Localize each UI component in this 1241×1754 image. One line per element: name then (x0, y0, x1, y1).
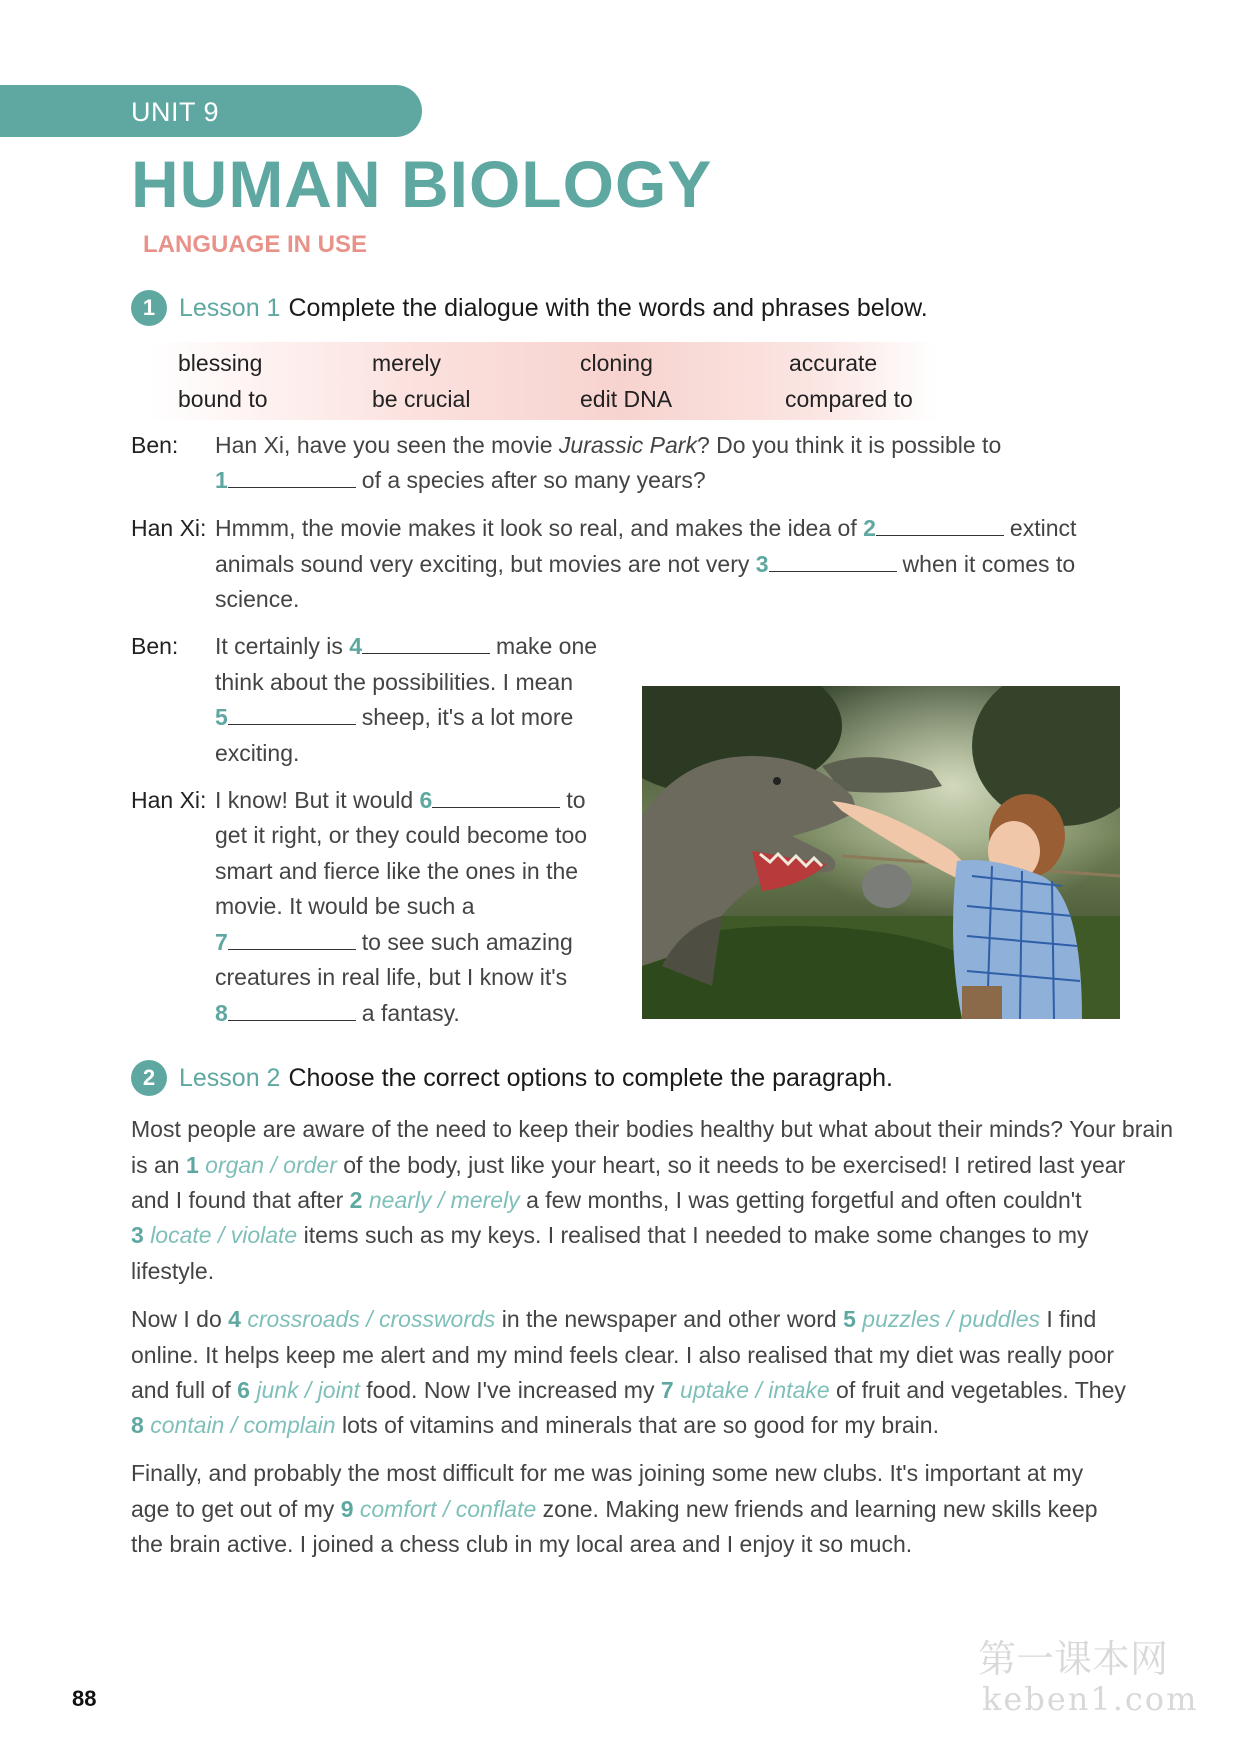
dialogue-line: think about the possibilities. I mean (215, 669, 573, 695)
dialogue-line: I know! But it would 6 to (215, 787, 586, 813)
watermark: 第一课本网 (978, 1637, 1169, 1681)
answer-blank[interactable] (876, 517, 1004, 536)
option-choice[interactable]: puzzles / puddles (862, 1306, 1041, 1332)
exercise-instruction: Complete the dialogue with the words and phrases below. (288, 293, 928, 322)
option-choice[interactable]: comfort / conflate (359, 1496, 537, 1522)
paragraph-line: age to get out of my 9 comfort / conflate zone. Making new friends and learning new skills keep (131, 1496, 1098, 1522)
paragraph-line: lifestyle. (131, 1258, 215, 1284)
word-item: blessing (178, 350, 263, 376)
word-item: bound to (178, 386, 268, 412)
page-title: HUMAN BIOLOGY (131, 147, 713, 221)
paragraph-line: Most people are aware of the need to keep their bodies healthy but what about their minds? Your brain (131, 1116, 1174, 1142)
option-choice[interactable]: locate / violate (150, 1222, 298, 1248)
speaker-hanxi: Han Xi: (131, 515, 207, 541)
answer-blank[interactable] (228, 1002, 356, 1021)
option-choice[interactable]: nearly / merely (368, 1187, 520, 1213)
dialogue-line: 1 of a species after so many years? (215, 467, 706, 493)
dialogue-line: science. (215, 586, 300, 612)
paragraph-line: and full of 6 junk / joint food. Now I've increased my 7 uptake / intake of fruit and vegetables. They (131, 1377, 1126, 1403)
dialogue-line: creatures in real life, but I know it's (215, 964, 568, 990)
answer-blank[interactable] (362, 635, 490, 654)
dialogue-line: exciting. (215, 740, 300, 766)
dialogue-line: get it right, or they could become too (215, 822, 588, 848)
word-item: merely (372, 350, 442, 376)
paragraph-line: Finally, and probably the most difficult for me was joining some new clubs. It's important at my (131, 1460, 1084, 1486)
dinosaur-photo (642, 686, 1120, 1019)
answer-blank[interactable] (432, 789, 560, 808)
dialogue-line: smart and fierce like the ones in the (215, 858, 579, 884)
dialogue-line: 5 sheep, it's a lot more (215, 704, 574, 730)
word-item: cloning (580, 350, 653, 376)
paragraph-line: and I found that after 2 nearly / merely a few months, I was getting forgetful and often couldn't (131, 1187, 1082, 1213)
speaker-hanxi: Han Xi: (131, 787, 207, 813)
option-choice[interactable]: junk / joint (256, 1377, 360, 1403)
answer-blank[interactable] (228, 469, 356, 488)
dialogue-line: animals sound very exciting, but movies are not very 3 when it comes to (215, 551, 1076, 577)
answer-blank[interactable] (228, 931, 356, 950)
exercise-2-heading (131, 1060, 893, 1096)
watermark: keben1.com (982, 1680, 1199, 1718)
option-choice[interactable]: uptake / intake (680, 1377, 830, 1403)
page-number: 88 (72, 1686, 97, 1711)
option-choice[interactable]: organ / order (205, 1152, 337, 1178)
lesson-label: Lesson 1 (179, 293, 281, 322)
paragraph-line: the brain active. I joined a chess club in my local area and I enjoy it so much. (131, 1531, 913, 1557)
section-label: LANGUAGE IN USE (143, 231, 368, 258)
exercise-instruction: Choose the correct options to complete the paragraph. (288, 1063, 893, 1092)
word-item: accurate (789, 350, 878, 376)
unit-label: UNIT 9 (131, 97, 220, 127)
dialogue-line: movie. It would be such a (215, 893, 475, 919)
option-choice[interactable]: contain / complain (150, 1412, 336, 1438)
answer-blank[interactable] (769, 553, 897, 572)
word-item: edit DNA (580, 386, 673, 412)
dialogue-line: Hmmm, the movie makes it look so real, and makes the idea of 2 extinct (215, 515, 1077, 541)
dialogue-line: Han Xi, have you seen the movie Jurassic Park? Do you think it is possible to (215, 432, 1002, 458)
paragraph-line: 8 contain / complain lots of vitamins and minerals that are so good for my brain. (131, 1412, 939, 1438)
paragraph-line: is an 1 organ / order of the body, just like your heart, so it needs to be exercised! I retired last year (131, 1152, 1126, 1178)
lesson-label: Lesson 2 (179, 1063, 281, 1092)
dialogue-line: It certainly is 4 make one (215, 633, 598, 659)
speaker-ben: Ben: (131, 432, 179, 458)
paragraph-line: online. It helps keep me alert and my mind feels clear. I also realised that my diet was really poor (131, 1342, 1115, 1368)
option-choice[interactable]: crossroads / crosswords (247, 1306, 496, 1332)
speaker-ben: Ben: (131, 633, 179, 659)
exercise-number: 2 (131, 1060, 167, 1096)
dialogue-line: 8 a fantasy. (215, 1000, 460, 1026)
paragraph-line: Now I do 4 crossroads / crosswords in the newspaper and other word 5 puzzles / puddles I find (131, 1306, 1097, 1332)
word-item: be crucial (372, 386, 471, 412)
answer-blank[interactable] (228, 706, 356, 725)
paragraph-line: 3 locate / violate items such as my keys. I realised that I needed to make some changes to my (131, 1222, 1089, 1248)
dialogue-line: 7 to see such amazing (215, 929, 573, 955)
exercise-1-heading (131, 290, 928, 326)
exercise-number: 1 (131, 290, 167, 326)
word-item: compared to (785, 386, 913, 412)
